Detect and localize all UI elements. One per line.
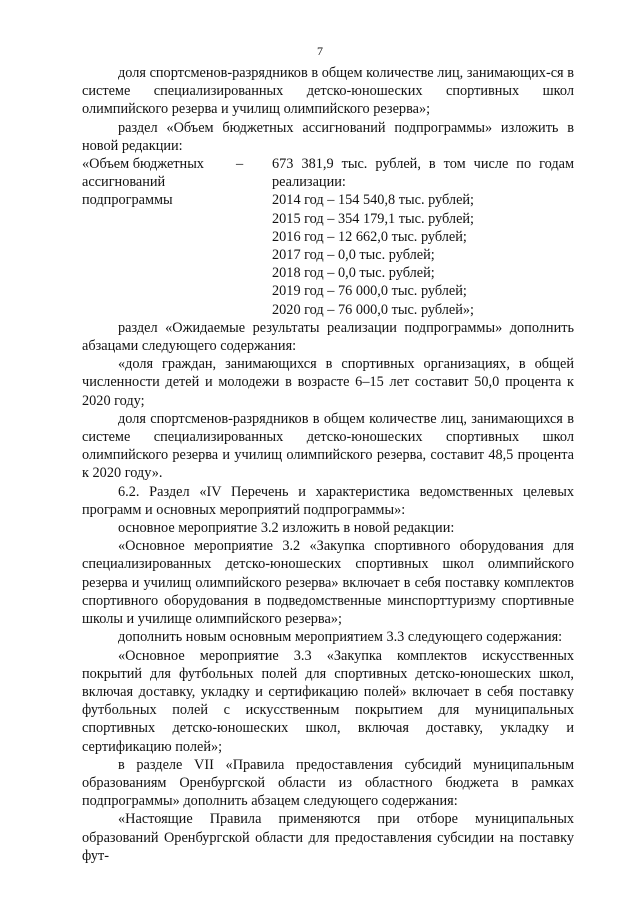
budget-year-2014: 2014 год – 154 540,8 тыс. рублей; [272, 192, 475, 209]
paragraph: в разделе VII «Правила предоставления субсидий муниципальным образованиям Оренбургской области из областного бюджета в рамках подпрограммы» дополнить абзацем следующего содержания: [82, 756, 574, 810]
budget-summary: 673 381,9 тыс. рублей, в том числе по годам реализации: [272, 156, 574, 191]
budget-year-2017: 2017 год – 0,0 тыс. рублей; [272, 247, 435, 264]
paragraph: 6.2. Раздел «IV Перечень и характеристика ведомственных целевых программ и основных мероприятий подпрограммы»: [82, 483, 574, 518]
budget-year-2016: 2016 год – 12 662,0 тыс. рублей; [272, 228, 467, 245]
budget-values [272, 155, 574, 319]
paragraph: «Основное мероприятие 3.2 «Закупка спортивного оборудования для специализированных детско-юношеских спортивных школ олимпийского резерва и училищ олимпийского резерва» включает в себя поставку комплектов спортивного оборудования в подведомственные минспорттуризму спортивные школы и училище олимпийского резерва»; [82, 538, 574, 628]
page-number: 7 [317, 44, 323, 58]
paragraph: «доля граждан, занимающихся в спортивных организациях, в общей численности детей и молодежи в возрасте 6–15 лет составит 50,0 процента к 2020 году; [82, 356, 574, 409]
budget-label: «Объем бюджетных ассигнований подпрограммы [82, 156, 204, 209]
paragraph: раздел «Объем бюджетных ассигнований подпрограммы» изложить в новой редакции: [82, 119, 574, 154]
paragraph: доля спортсменов-разрядников в общем количестве лиц, занимающих-ся в системе специализированных детско-юношеских спортивных школ олимпийского резерва и училищ олимпийского резерва»; [82, 65, 574, 118]
paragraph: «Основное мероприятие 3.3 «Закупка комплектов искусственных покрытий для футбольных полей для спортивных детско-юношеских школ, включая доставку, укладку и сертификацию полей» включает в себя поставку футбольных полей с искусственным покрытием для муниципальных спортивных детско-юношеских школ, включая доставку, укладку и сертификацию полей»; [82, 647, 574, 755]
paragraph: «Настоящие Правила применяются при отборе муниципальных образований Оренбургской области для предоставления субсидии на поставку фут- [82, 811, 574, 864]
document-body [82, 64, 574, 865]
paragraph: дополнить новым основным мероприятием 3.3 следующего содержания: [118, 629, 563, 646]
budget-year-2020: 2020 год – 76 000,0 тыс. рублей»; [272, 301, 475, 318]
paragraph: раздел «Ожидаемые результаты реализации подпрограммы» дополнить абзацами следующего содержания: [82, 319, 574, 355]
budget-table [82, 155, 574, 319]
budget-year-2019: 2019 год – 76 000,0 тыс. рублей; [272, 283, 467, 300]
budget-year-2018: 2018 год – 0,0 тыс. рублей; [272, 265, 435, 282]
budget-year-2015: 2015 год – 354 179,1 тыс. рублей; [272, 210, 475, 227]
paragraph: доля спортсменов-разрядников в общем количестве лиц, занимающихся в системе специализированных детско-юношеских спортивных школ олимпийского резерва и училищ олимпийского резерва, составит 48,5 процента к 2020 году». [82, 410, 574, 482]
budget-dash: – [236, 156, 244, 173]
paragraph: основное мероприятие 3.2 изложить в новой редакции: [118, 520, 455, 537]
